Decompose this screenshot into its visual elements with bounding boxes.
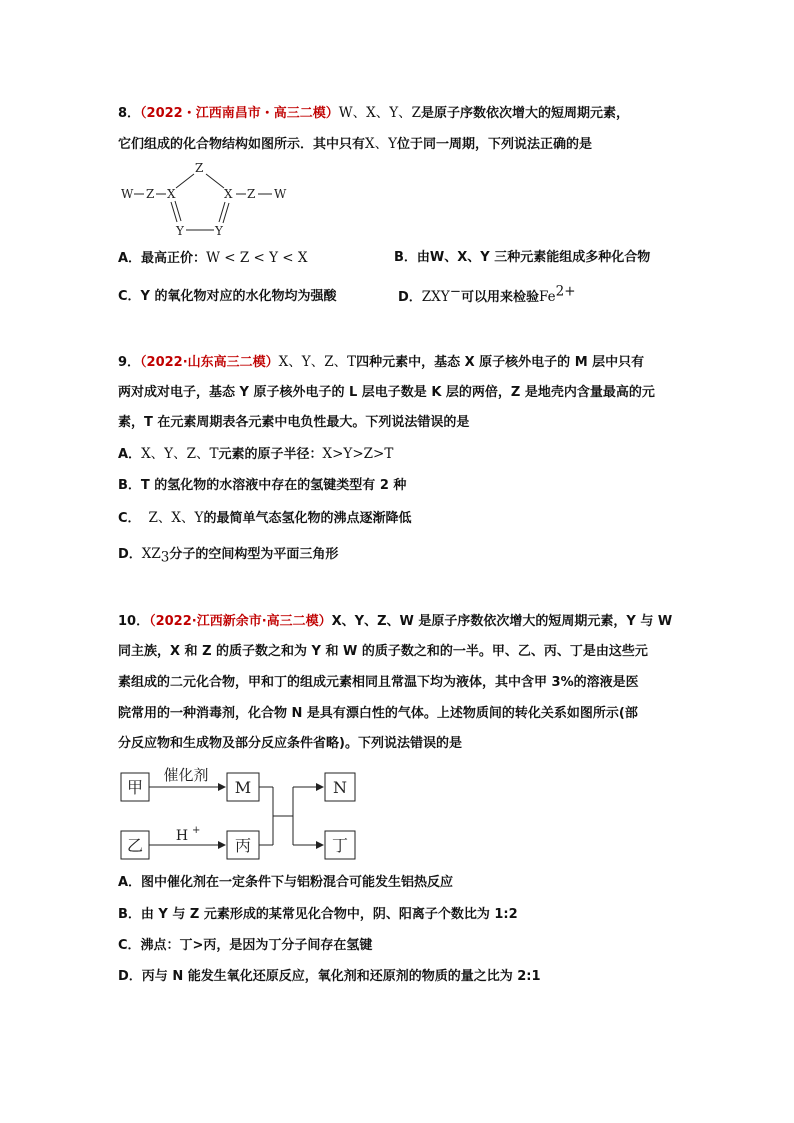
q8-stem-line2 [118,135,592,154]
q8-option-d-label: D． [398,290,422,305]
q10-stem-line1 [118,613,672,631]
q10-stem-line3: 素组成的二元化合物，甲和丁的组成元素相同且常温下均为液体，其中含甲 3%的溶液是医 [118,675,639,690]
q10-arrow2-label: H [175,828,189,844]
q9-option-a-label: A． [118,447,142,462]
q8-stem-line2-a: 它们组成的化合物结构如图所示．其中只有 [118,137,366,152]
q8-option-d-ion-sup: 2+ [555,283,576,300]
q9-option-c-label: C． [118,511,141,526]
q9-option-a [118,445,393,464]
q8-option-c: C．Y 的氧化物对应的水化物均为强酸 [118,289,337,304]
q10-source: （2022·江西新余市·高三二模） [149,614,332,629]
q9-stem-line1 [118,353,644,372]
q9-option-d-label: D． [118,547,142,562]
q10-box-bing: 丙 [234,836,252,855]
q8-option-d-text: 可以用来检验 [461,290,540,305]
q10-stem-line2: 同主族，X 和 Z 的质子数之和为 Y 和 W 的质子数之和的一半。甲、乙、丙、丁是由这些元 [118,644,648,659]
q9-option-a-formula: X、Y、Z、T [141,446,219,462]
q10-box-m: M [234,778,252,797]
q10-box-yi: 乙 [126,836,144,855]
q8-option-d [398,283,576,307]
q10-box-jia: 甲 [126,778,144,797]
q8-stem-line2-b: 位于同一周期，下列说法正确的是 [397,137,593,152]
q10-flow-diagram [118,763,368,865]
q9-stem-text: 四种元素中，基态 X 原子核外电子的 M 层中只有 [356,355,645,370]
q8-option-d-formula: ZXY [421,289,450,305]
q9-option-a-order: X>Y>Z>T [322,446,394,462]
q8-option-b: B．由W、X、Y 三种元素能组成多种化合物 [394,250,651,265]
q9-option-d-text: 分子的空间构型为平面三角形 [169,547,339,562]
q8-atom-x-left: X [167,187,176,201]
q9-stem-line2: 两对成对电子，基态 Y 原子核外电子的 L 层电子数是 K 层的两倍，Z 是地壳内含量最高的元 [118,385,655,400]
q10-option-c: C．沸点：丁>丙，是因为丁分子间存在氢键 [118,938,373,953]
q8-atom-z-right: Z [247,187,256,201]
q9-number: 9． [118,355,141,370]
q8-atom-y-right: Y [215,224,223,238]
q9-option-c-text: 的最简单气态氢化物的沸点逐渐降低 [203,511,412,526]
q9-option-d-formula: XZ [141,546,161,562]
q9-option-d [118,545,338,564]
q10-option-b: B．由 Y 与 Z 元素形成的某常见化合物中，阴、阳离子个数比为 1:2 [118,907,518,922]
q9-option-a-text: 元素的原子半径： [218,447,323,462]
q8-number: 8． [118,106,141,121]
q8-source: （2022・江西南昌市・高三二模） [140,106,339,121]
q10-box-n: N [333,778,347,797]
q9-option-b: B．T 的氢化物的水溶液中存在的氢键类型有 2 种 [118,478,407,493]
q10-stem-text: X、Y、Z、W 是原子序数依次增大的短周期元素，Y 与 W [331,614,673,629]
q9-source: （2022·山东高三二模） [140,355,279,370]
q10-stem-line4: 院常用的一种消毒剂，化合物 N 是具有漂白性的气体。上述物质间的转化关系如图所示(部 [118,706,638,721]
q9-option-d-sub: 3 [160,549,170,566]
q10-box-ding: 丁 [331,836,349,855]
q9-option-c-formula: Z、X、Y [148,510,204,526]
q10-stem-line5: 分反应物和生成物及部分反应条件省略)。下列说法错误的是 [118,736,462,751]
q8-atom-x-right: X [224,187,233,201]
q9-stem-formula: X、Y、Z、T [278,354,357,370]
q10-arrow1-label: 催化剂 [163,766,209,784]
q8-stem-line2-formula: X、Y [365,136,398,152]
q8-option-d-sup: − [449,283,462,300]
q10-arrow2-sup: + [192,825,201,836]
q9-stem-line3: 素，T 在元素周期表各元素中电负性最大。下列说法错误的是 [118,415,470,430]
q9-option-c [118,509,411,528]
q10-option-d: D．丙与 N 能发生氧化还原反应，氧化剂和还原剂的物质的量之比为 2:1 [118,969,541,984]
q8-option-a-formula: W < Z < Y < X [206,250,308,266]
q8-structure-diagram [118,158,298,240]
q8-option-d-ion: Fe [539,289,556,305]
q8-atom-z-top: Z [195,161,204,175]
q10-number: 10． [118,614,150,629]
q8-option-a-label: A．最高正价： [118,251,207,266]
q8-stem-text: 是原子序数依次增大的短周期元素， [421,106,630,121]
q8-stem-line1 [118,104,629,123]
q8-option-a [118,249,308,268]
q8-atom-w-right: W [274,187,287,201]
q8-atom-y-left: Y [176,224,184,238]
q10-option-a: A．图中催化剂在一定条件下与铝粉混合可能发生铝热反应 [118,875,454,890]
q8-atom-z-left: Z [146,187,155,201]
q8-stem-formula: W、X、Y、Z [338,105,422,121]
q8-atom-w-left: W [121,187,134,201]
